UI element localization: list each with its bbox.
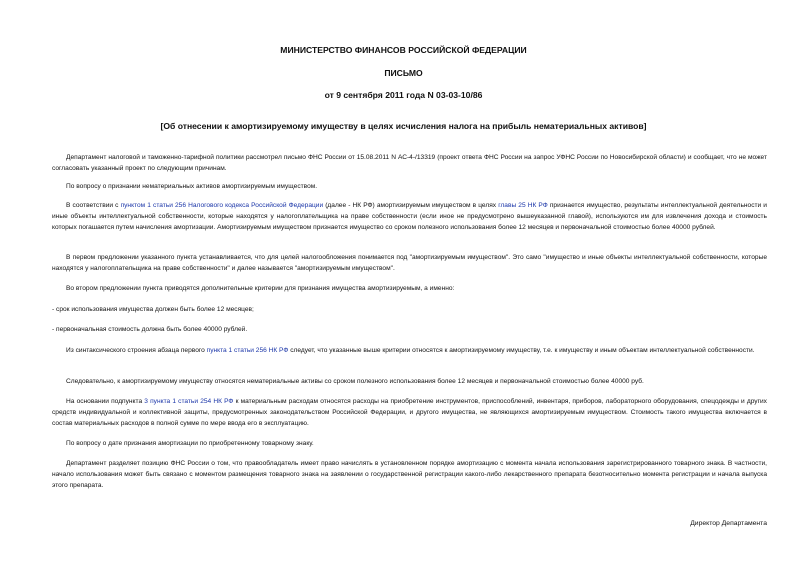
doc-subject: [Об отнесении к амортизируемому имуществу в целях исчисления налога на прибыль нематериальных активов] [160,121,647,131]
paragraph-7: - первоначальная стоимость должна быть более 40000 рублей. [52,326,248,333]
paragraph-3-text-b: (далее - НК РФ) амортизируемым имуществом в целях [323,202,499,209]
link-article-256-tax-code[interactable]: пунктом 1 статьи 256 Налогового кодекса Российской Федерации [120,202,324,209]
paragraph-4: В первом предложении указанного пункта устанавливается, что для целей налогообложения понимается под "амортизируемым имуществом". Это само "имущество и иные объекты интеллектуальной собственности, которые находятся у налогоплательщика на праве собственности" и далее называется "амортизируемым имуществом". [52,254,767,272]
paragraph-1: Департамент налоговой и таможенно-тарифной политики рассмотрел письмо ФНС России от 15.08.2011 N АС-4-/13319 (проект ответа ФНС России на запрос УФНС России по Новосибирской области) и сообщает, что не может согласовать указанный проект по следующим причинам. [52,154,767,172]
paragraph-12: Департамент разделяет позицию ФНС России о том, что правообладатель имеет право начислять в установленном порядке амортизацию с момента начала использования зарегистрированного товарного знака. В частности, начало использования может быть связано с моментом размещения товарного знака на заявлении о государственной регистрации какого-либо лекарственного препарата безотносительно момента регистрации и начала выпуска этого препарата. [52,460,767,489]
paragraph-8 [52,346,767,357]
doc-type-title: ПИСЬМО [384,68,423,78]
paragraph-3 [52,201,767,233]
paragraph-3-text-c: признается имущество, результаты интеллектуальной деятельности и иные объекты интеллектуальной собственности, которые находятся у налогоплательщика на праве собственности (если иное не предусмотрено вышеуказанной главой), используются им для извлечения дохода и стоимость которых погашается путем начисления амортизации. Амортизируемым имуществом признается имущество со сроком полезного использования более 12 месяцев и первоначальной стоимостью более 40000 рублей. [52,202,767,231]
link-article-256[interactable]: пункта 1 статьи 256 НК РФ [206,347,289,354]
signature: Директор Департамента [690,520,767,527]
paragraph-2: По вопросу о признании нематериальных активов амортизируемым имуществом. [66,183,318,190]
paragraph-8-text-a: Из синтаксического строения абзаца первого [66,347,207,354]
link-article-254[interactable]: 3 пункта 1 статьи 254 НК РФ [144,398,234,405]
paragraph-3-text-a: В соответствии с [66,202,121,209]
link-chapter-25[interactable]: главы 25 НК РФ [498,202,548,209]
paragraph-8-text-b: следует, что указанные выше критерии относятся к амортизируемому имуществу, т.е. к имуществу и иным объектам интеллектуальной собственности. [288,347,755,354]
paragraph-10 [52,397,767,429]
paragraph-10-text-a: На основании подпункта [66,398,145,405]
paragraph-11: По вопросу о дате признания амортизации по приобретенному товарному знаку. [66,440,314,447]
paragraph-9: Следовательно, к амортизируемому имуществу относятся нематериальные активы со сроком полезного использования более 12 месяцев и первоначальной стоимостью более 40000 руб. [66,378,644,385]
ministry-title: МИНИСТЕРСТВО ФИНАНСОВ РОССИЙСКОЙ ФЕДЕРАЦИИ [280,45,527,55]
paragraph-10-text-b: к материальным расходам относятся расходы на приобретение инструментов, приспособлений, инвентаря, приборов, лабораторного оборудования, спецодежды и других средств индивидуальной и коллективной защиты, предусмотренных законодательством Российской Федерации, и другого имущества, не являющихся амортизируемым имуществом. Стоимость такого имущества включается в состав материальных расходов в полной сумме по мере ввода его в эксплуатацию. [52,398,767,427]
paragraph-5: Во втором предложении пункта приводятся дополнительные критерии для признания имущества амортизируемым, а именно: [66,285,455,292]
paragraph-6: - срок использования имущества должен быть более 12 месяцев; [52,306,254,313]
doc-date-number: от 9 сентября 2011 года N 03-03-10/86 [324,90,483,100]
